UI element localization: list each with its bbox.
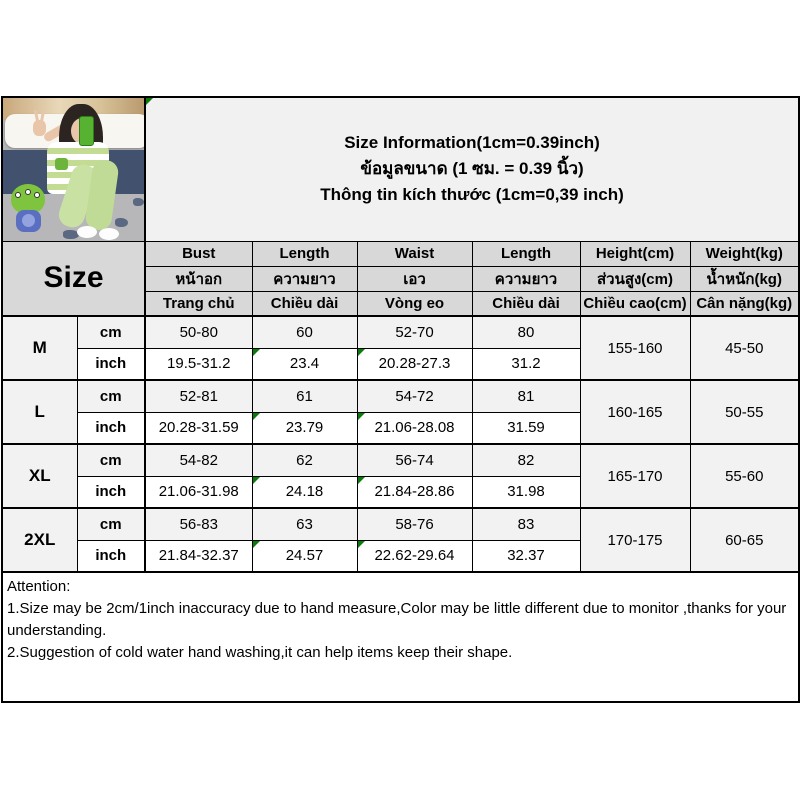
cell-l-length2-cm: 81 [472,380,580,412]
unit-cm: cm [77,316,145,348]
green-flag-icon [358,541,365,548]
green-flag-icon [253,477,260,484]
cell-xl-bust-inch: 21.06-31.98 [145,476,252,508]
cell-2xl-waist-cm: 58-76 [357,508,472,540]
attention-note [2,572,799,702]
cell-xl-length2-cm: 82 [472,444,580,476]
unit-inch: inch [77,412,145,444]
unit-inch: inch [77,540,145,572]
unit-cm: cm [77,508,145,540]
col-header-height: Height(cm) [580,241,690,266]
cell-xl-length2-inch: 31.98 [472,476,580,508]
cell-m-length-cm: 60 [252,316,357,348]
unit-cm: cm [77,444,145,476]
green-flag-icon [358,349,365,356]
cell-2xl-length2-inch: 32.37 [472,540,580,572]
cell-xl-length-cm: 62 [252,444,357,476]
col-header-bust: Bust [145,241,252,266]
unit-inch: inch [77,476,145,508]
green-flag-icon [146,98,153,105]
cell-l-bust-cm: 52-81 [145,380,252,412]
green-flag-icon [358,477,365,484]
size-header: Size [2,241,145,316]
cell-m-length2-inch: 31.2 [472,348,580,380]
size-table [1,96,800,703]
cell-l-length-cm: 61 [252,380,357,412]
photo-shirt-patch [55,158,68,170]
green-flag-icon [358,413,365,420]
cell-xl-length-inch: 24.18 [252,476,357,508]
attention-line-2: 2.Suggestion of cold water hand washing,it can help items keep their shape. [7,644,513,661]
col-header-length: Length [252,241,357,266]
cell-m-waist-inch: 20.28-27.3 [357,348,472,380]
photo-green-phone [79,116,94,146]
green-flag-icon [253,413,260,420]
unit-cm: cm [77,380,145,412]
col-header-length-vi: Chiều dài [252,291,357,316]
cell-2xl-waist-inch: 22.62-29.64 [357,540,472,572]
title-en: Size Information(1cm=0.39inch) [344,133,600,153]
cell-2xl-bust-inch: 21.84-32.37 [145,540,252,572]
col-header-waist: Waist [357,241,472,266]
col-header-bust-vi: Trang chủ [145,291,252,316]
photo-shoe [77,226,97,238]
col-header-length2-th: ความยาว [472,266,580,291]
size-row-l: L [2,380,77,444]
product-photo-cell [2,97,145,241]
col-header-length-th: ความยาว [252,266,357,291]
cell-2xl-weight: 60-65 [690,508,799,572]
col-header-weight: Weight(kg) [690,241,799,266]
size-chart-sheet [1,96,798,703]
col-header-length2: Length [472,241,580,266]
cell-l-waist-inch: 21.06-28.08 [357,412,472,444]
cell-xl-bust-cm: 54-82 [145,444,252,476]
attention-heading: Attention: [7,578,71,595]
cell-l-weight: 50-55 [690,380,799,444]
cell-m-waist-cm: 52-70 [357,316,472,348]
cell-m-weight: 45-50 [690,316,799,380]
cell-l-length2-inch: 31.59 [472,412,580,444]
cell-l-length-inch: 23.79 [252,412,357,444]
cell-2xl-bust-cm: 56-83 [145,508,252,540]
title-vi: Thông tin kích thước (1cm=0,39 inch) [320,185,624,205]
col-header-height-vi: Chiều cao(cm) [580,291,690,316]
cell-xl-weight: 55-60 [690,444,799,508]
photo-shoe [99,228,119,240]
cell-m-height: 155-160 [580,316,690,380]
col-header-waist-vi: Vòng eo [357,291,472,316]
cell-m-length-inch: 23.4 [252,348,357,380]
cell-2xl-length-cm: 63 [252,508,357,540]
attention-line-1: 1.Size may be 2cm/1inch inaccuracy due to hand measure,Color may be little different due to monitor ,thanks for your understanding. [7,600,787,639]
cell-m-length2-cm: 80 [472,316,580,348]
cell-2xl-length-inch: 24.57 [252,540,357,572]
size-row-xl: XL [2,444,77,508]
unit-inch: inch [77,348,145,380]
col-header-height-th: ส่วนสูง(cm) [580,266,690,291]
cell-xl-height: 165-170 [580,444,690,508]
cell-xl-waist-cm: 56-74 [357,444,472,476]
col-header-weight-th: น้ำหนัก(kg) [690,266,799,291]
cell-l-height: 160-165 [580,380,690,444]
cell-2xl-length2-cm: 83 [472,508,580,540]
size-row-2xl: 2XL [2,508,77,572]
cell-m-bust-inch: 19.5-31.2 [145,348,252,380]
cell-xl-waist-inch: 21.84-28.86 [357,476,472,508]
col-header-bust-th: หน้าอก [145,266,252,291]
green-flag-icon [253,349,260,356]
cell-l-bust-inch: 20.28-31.59 [145,412,252,444]
title-th: ข้อมูลขนาด (1 ซม. = 0.39 นิ้ว) [360,159,584,179]
size-row-m: M [2,316,77,380]
product-photo [3,98,144,241]
col-header-weight-vi: Cân nặng(kg) [690,291,799,316]
title-cell [145,97,799,241]
cell-m-bust-cm: 50-80 [145,316,252,348]
col-header-length2-vi: Chiều dài [472,291,580,316]
green-flag-icon [253,541,260,548]
cell-l-waist-cm: 54-72 [357,380,472,412]
col-header-waist-th: เอว [357,266,472,291]
photo-peace-hand [33,120,46,136]
cell-2xl-height: 170-175 [580,508,690,572]
